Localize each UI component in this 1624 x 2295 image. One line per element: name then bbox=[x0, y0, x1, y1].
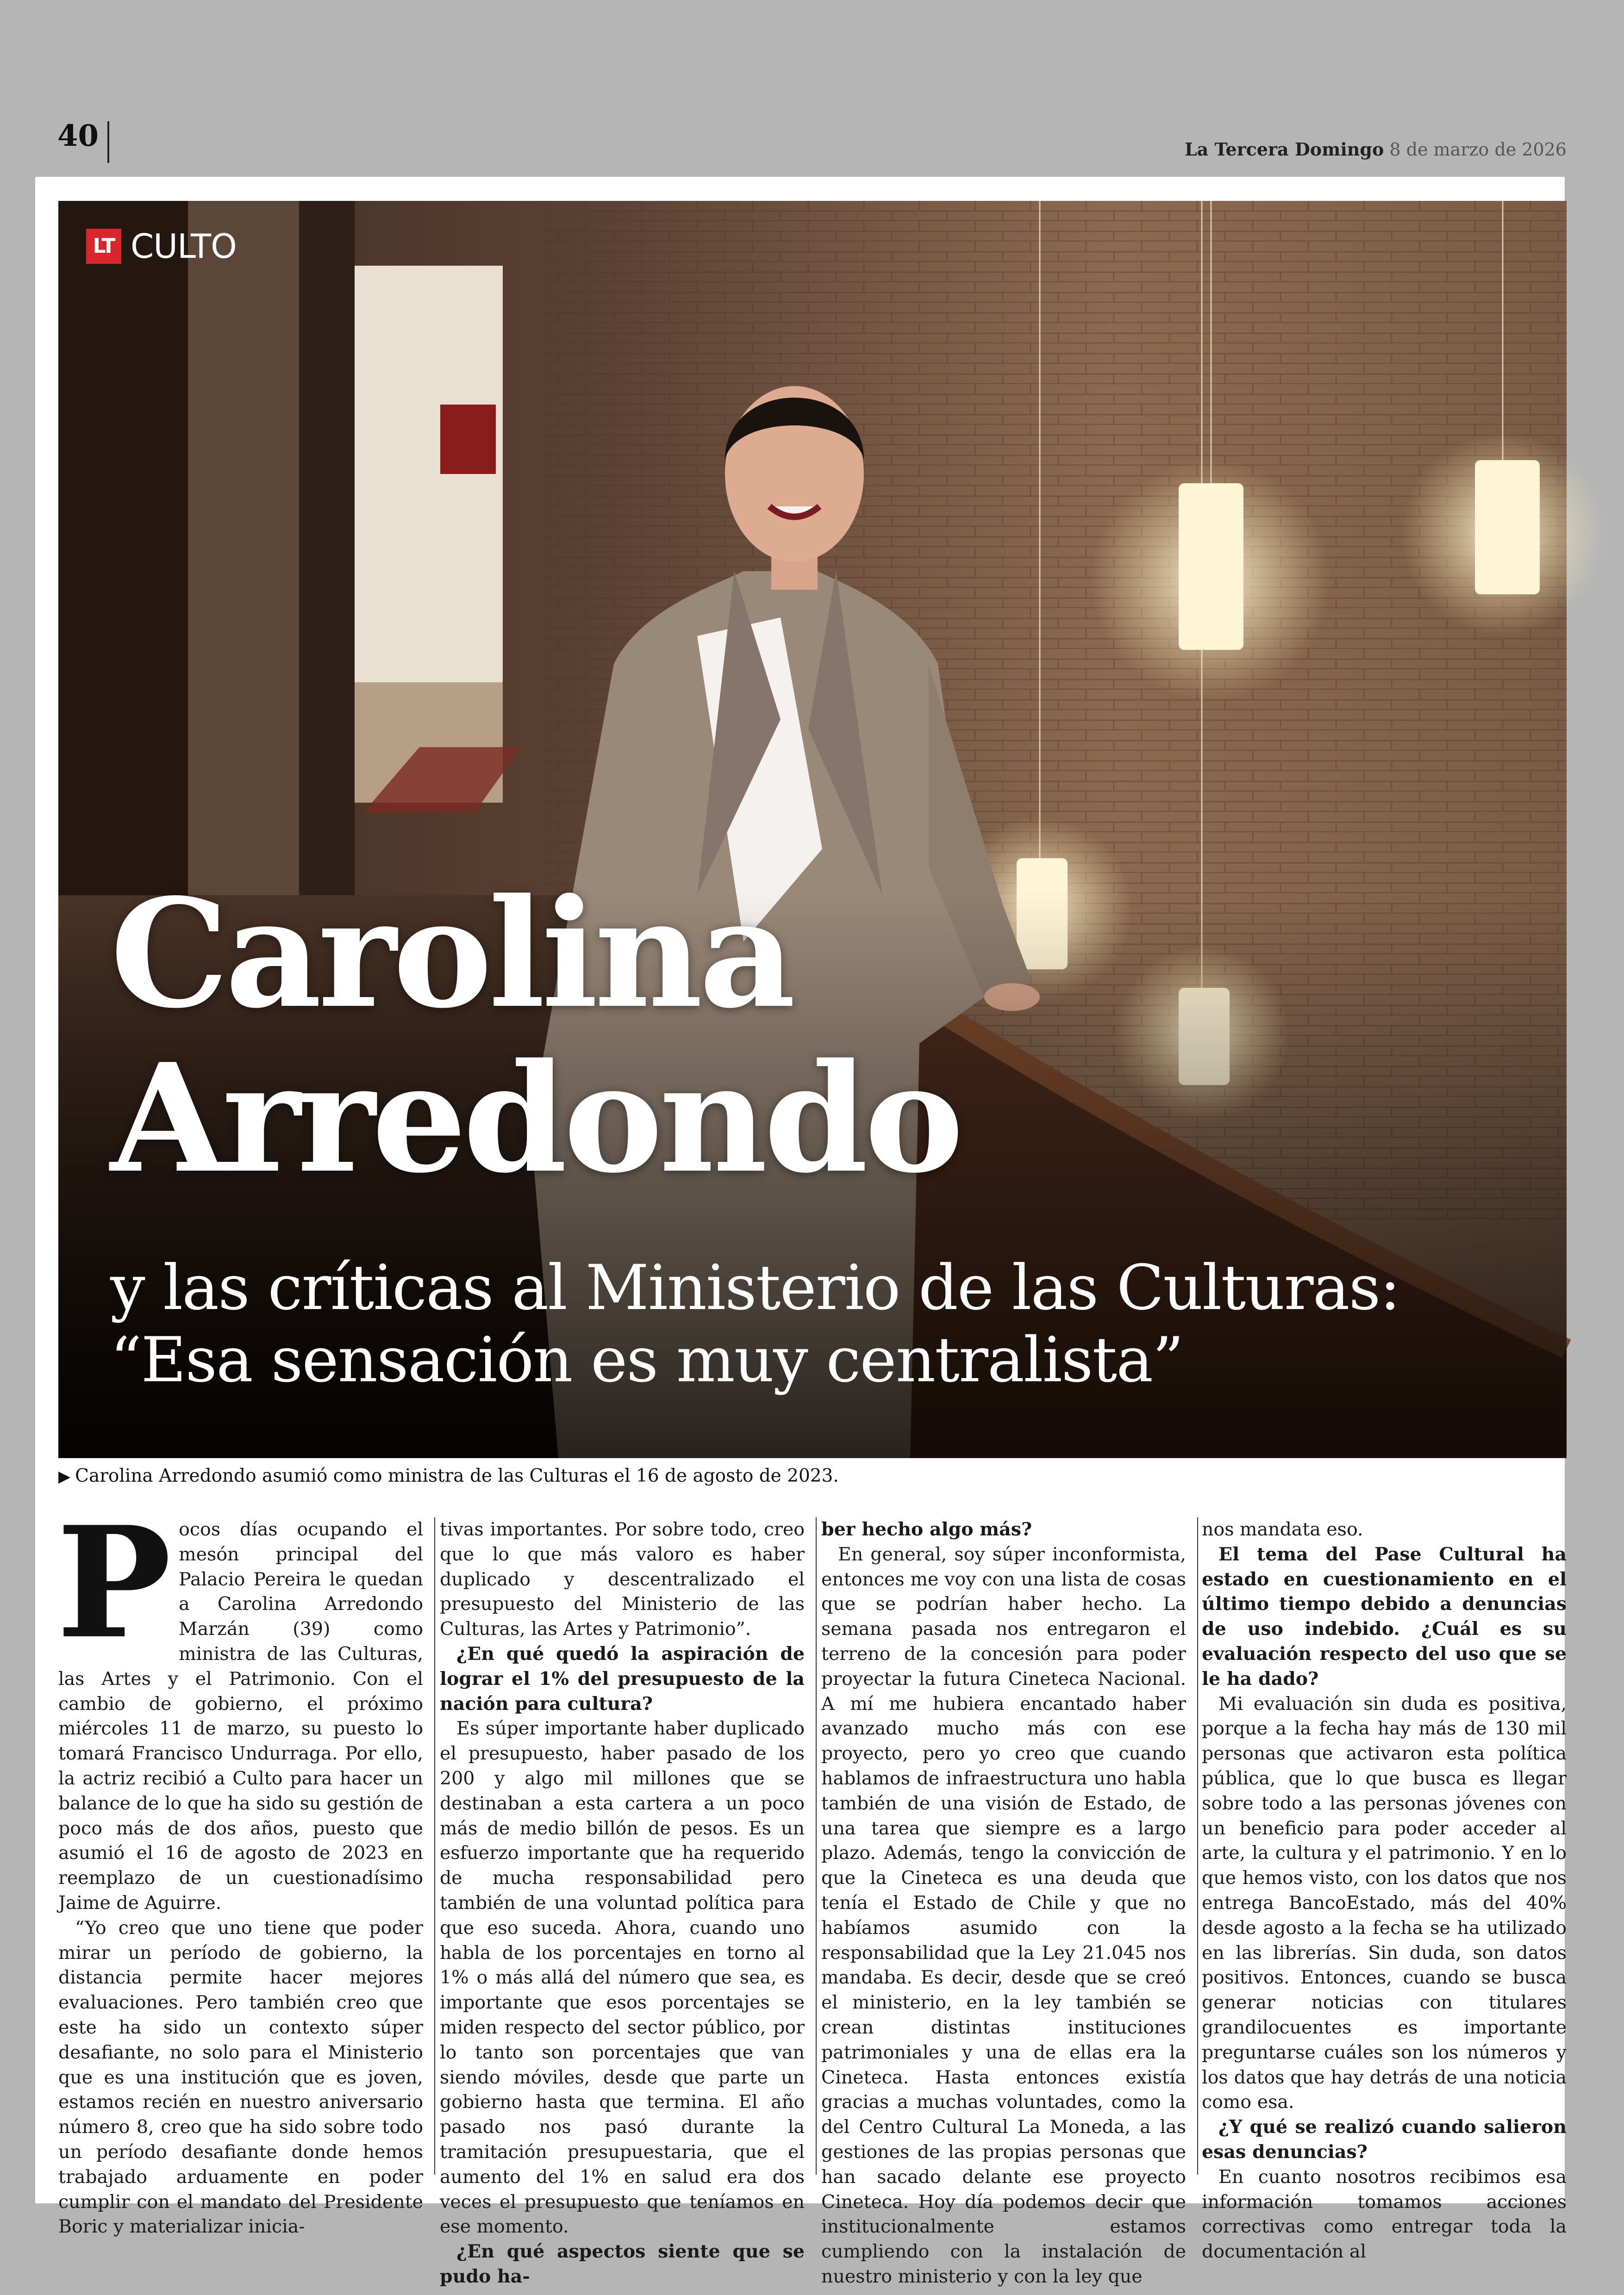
subheadline bbox=[110, 1252, 1522, 1396]
photo-caption bbox=[58, 1466, 1567, 1486]
caption-text: Carolina Arredondo asumió como ministra de las Culturas el 16 de agosto de 2023. bbox=[75, 1466, 839, 1486]
drop-cap: P bbox=[56, 1493, 172, 1672]
article-body bbox=[56, 1493, 1567, 2287]
interview-question: El tema del Pase Cultural ha estado en cuestionamiento en el último tiempo debido a denuncias de uso indebido. ¿Cuál es su evaluación respecto del uso que se le ha dado? bbox=[1202, 1543, 1567, 1690]
interview-question: ¿En qué aspectos siente que se pudo ha- bbox=[440, 2241, 805, 2287]
article-sheet bbox=[35, 177, 1567, 2287]
header-divider bbox=[107, 121, 109, 163]
column-divider bbox=[434, 1517, 435, 2175]
column-divider bbox=[1197, 1517, 1198, 2175]
headline-line-1: Carolina bbox=[110, 866, 792, 1041]
article-paragraph: “Yo creo que uno tiene que poder mirar un período de gobierno, la distancia permite hacer mejores evaluaciones. Pero también creo que este ha sido un contexto súper desafiante, no solo para el Ministerio que es una institución que es joven, estamos recién en nuestro aniversario número 8, creo que ha sido sobre todo un período desafiante donde hemos trabajado arduamente en poder cumplir con el mandato del Presidente Boric y materializar inicia- bbox=[58, 1917, 423, 2238]
article-paragraph bbox=[56, 1493, 423, 1916]
hero-photo bbox=[58, 201, 1567, 1458]
page-number: 40 bbox=[57, 118, 99, 153]
caption-arrow-icon: ▶ bbox=[58, 1467, 71, 1486]
interview-question: ¿Y qué se realizó cuando salieron esas denuncias? bbox=[1202, 2116, 1567, 2163]
article-column-2 bbox=[440, 1517, 805, 2287]
subheadline-line-2: “Esa sensación es muy centralista” bbox=[110, 1324, 1183, 1396]
headline bbox=[110, 866, 960, 1206]
subheadline-line-1: y las críticas al Ministerio de las Culturas: bbox=[110, 1252, 1400, 1324]
article-paragraph: En cuanto nosotros recibimos esa información tomamos acciones correctivas como entregar toda la documentación al bbox=[1202, 2166, 1567, 2263]
interview-question: ¿En qué quedó la aspiración de lograr el 1% del presupuesto de la nación para cultura? bbox=[440, 1643, 805, 1715]
article-paragraph: tivas importantes. Por sobre todo, creo que lo que más valoro es haber duplicado y descentralizado el presupuesto del Ministerio de las Culturas, las Artes y Patrimonio”. bbox=[440, 1519, 805, 1640]
section-logo-mark: LT bbox=[86, 229, 121, 264]
masthead bbox=[1185, 139, 1567, 160]
article-paragraph: Es súper importante haber duplicado el presupuesto, haber pasado de los 200 y algo mil millones que se destinaban a esta cartera a un poco más de medio billón de pesos. Es un esfuerzo importante que ha requerido de mucha responsabilidad pero también de una voluntad política para que eso suceda. Ahora, cuando uno habla de los porcentajes en torno al 1% o más allá del número que sea, es importante que esos porcentajes se miden respecto del sector público, por lo tanto son porcentajes que van siendo móviles, desde que parte un gobierno hasta que termina. El año pasado nos pasó durante la tramitación presupuestaria, que el aumento del 1% en salud era dos veces el presupuesto que teníamos en ese momento. bbox=[440, 1718, 805, 2238]
article-column-4 bbox=[1202, 1517, 1567, 2263]
interview-question: ber hecho algo más? bbox=[821, 1519, 1032, 1540]
section-name: CULTO bbox=[131, 227, 237, 266]
article-paragraph: En general, soy súper inconformista, entonces me voy con una lista de cosas que se podrían haber hecho. La semana pasada nos entregaron el terreno de la concesión para poder proyectar la futura Cineteca Nacional. A mí me hubiera encantado haber avanzado mucho más con ese proyecto, pero yo creo que cuando hablamos de infraestructura uno habla también de una visión de Estado, de una tarea que siempre es a largo plazo. Además, tengo la convicción de que la Cineteca es una deuda que tenía el Estado de Chile y que no habíamos asumido con la responsabilidad que la Ley 21.045 nos mandaba. Es decir, desde que se creó el ministerio, en la ley también se crean distintas instituciones patrimoniales y una de ellas era la Cineteca. Hasta entonces existía gracias a muchas voluntades, como la del Centro Cultural La Moneda, a las gestiones de las propias personas que han sacado delante ese proyecto Cineteca. Hoy día podemos decir que institucionalmente estamos cumpliendo con la instalación de nuestro ministerio y con la ley que bbox=[821, 1543, 1186, 2287]
publication-name: La Tercera Domingo bbox=[1184, 139, 1384, 160]
article-paragraph: nos mandata eso. bbox=[1202, 1519, 1363, 1540]
article-column-3 bbox=[821, 1517, 1186, 2287]
publication-date: 8 de marzo de 2026 bbox=[1389, 139, 1567, 160]
article-column-1 bbox=[56, 1493, 423, 2238]
article-paragraph: Mi evaluación sin duda es positiva, porque a la fecha hay más de 130 mil personas que activaron esta política pública, que lo que busca es llegar sobre todo a las personas jóvenes con un beneficio para poder acceder al arte, la cultura y el patrimonio. Y en lo que hemos visto, con los datos que nos entrega BancoEstado, más del 40% desde agosto a la fecha se ha utilizado en las librerías. Sin duda, son datos positivos. Entonces, cuando se busca generar noticias con titulares grandilocuentes es importante preguntarse cuáles son los números y los datos que hay detrás de una noticia como esa. bbox=[1202, 1693, 1567, 2113]
headline-line-2: Arredondo bbox=[110, 1031, 960, 1206]
column-divider bbox=[816, 1517, 817, 2175]
paragraph-text: ocos días ocupando el mesón principal del Palacio Pereira le quedan a Carolina Arredondo Marzán (39) como ministra de las Culturas, las Artes y el Patrimonio. Con el cambio de gobierno, el próximo miércoles 11 de marzo, su puesto lo tomará Francisco Undurraga. Por ello, la actriz recibió a Culto para hacer un balance de lo que ha sido su gestión de poco más de dos años, puesto que asumió el 16 de agosto de 2023 en reemplazo de un cuestionadísimo Jaime de Aguirre. bbox=[58, 1519, 423, 1914]
